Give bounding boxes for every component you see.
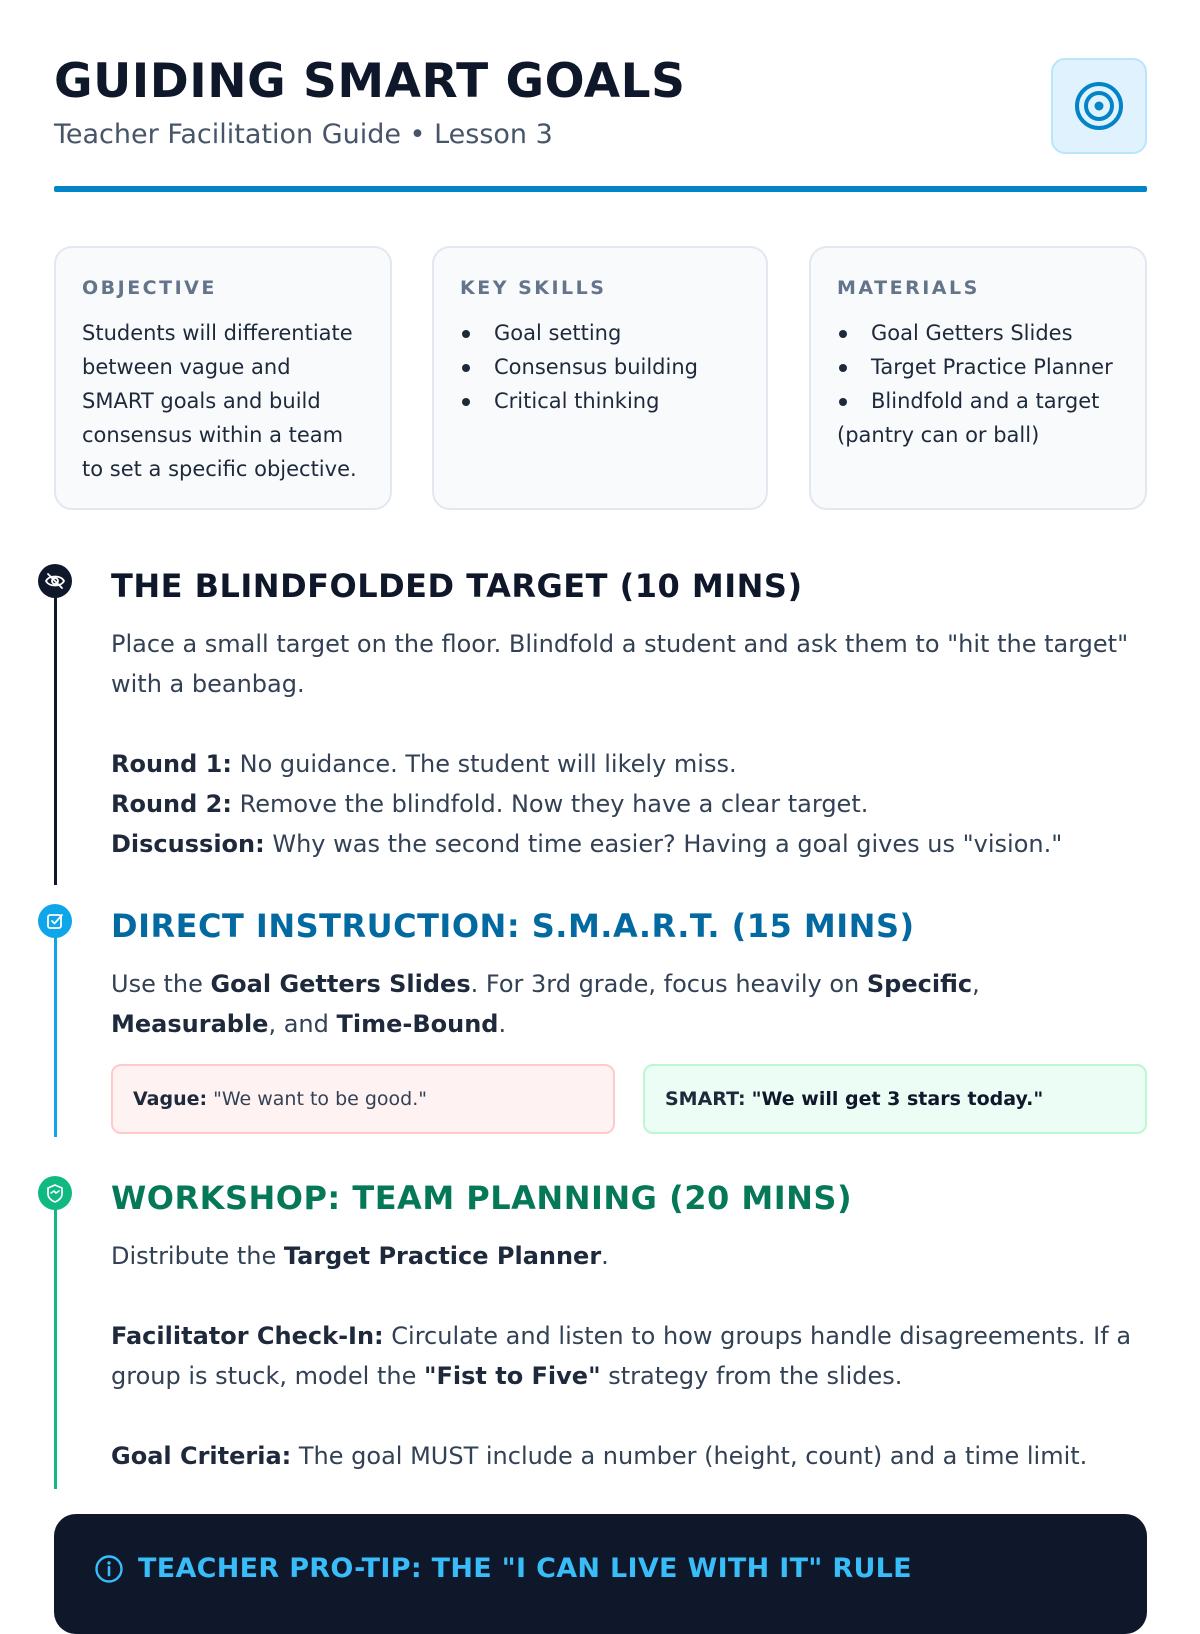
discussion-label: Discussion:	[111, 830, 265, 858]
info-cards	[54, 246, 1147, 510]
criteria-label: Goal Criteria:	[111, 1442, 292, 1470]
materials-list	[837, 316, 1119, 452]
section-intro	[111, 1236, 1147, 1276]
header-divider	[54, 186, 1147, 192]
list-item: Target Practice Planner	[837, 350, 1119, 384]
body-bold: Goal Getters Slides	[210, 970, 471, 998]
section-title: WORKSHOP: TEAM PLANNING (20 MINS)	[111, 1179, 853, 1217]
goal-comparison	[111, 1064, 1147, 1134]
objective-text: Students will differentiate between vague and SMART goals and build consensus within a team to set a specific objective.	[82, 321, 357, 481]
body-text: Use the	[111, 970, 211, 998]
objective-label: OBJECTIVE	[82, 277, 217, 299]
info-icon	[94, 1554, 124, 1584]
round-2-label: Round 2:	[111, 790, 232, 818]
list-item: Goal setting	[460, 316, 740, 350]
smart-example-box	[643, 1064, 1147, 1134]
body-text: ,	[972, 970, 980, 998]
round-1-label: Round 1:	[111, 750, 232, 778]
key-skills-label: KEY SKILLS	[460, 277, 607, 299]
handshake-icon	[44, 1182, 66, 1204]
checkbox-icon	[45, 911, 65, 931]
vague-text: "We want to be good."	[213, 1088, 428, 1110]
section-body	[111, 1236, 1147, 1476]
checkin-text: strategy from the slides.	[600, 1362, 903, 1390]
timeline-node	[38, 564, 72, 598]
body-bold: Measurable	[111, 1010, 269, 1038]
criteria-line	[111, 1436, 1147, 1476]
lesson-guide-page	[54, 0, 1147, 1584]
body-bold: Time-Bound	[336, 1010, 499, 1038]
vague-example-box	[111, 1064, 615, 1134]
timeline-node	[38, 1176, 72, 1210]
smart-label: SMART:	[665, 1088, 746, 1110]
protip-title: TEACHER PRO-TIP: THE "I CAN LIVE WITH IT" RULE	[138, 1553, 912, 1584]
body-bold: Target Practice Planner	[283, 1242, 602, 1270]
body-text: . For 3rd grade, focus heavily on	[470, 970, 867, 998]
list-item-continuation: (pantry can or ball)	[837, 423, 1040, 447]
page-title: GUIDING SMART GOALS	[54, 54, 686, 109]
round-1-text: No guidance. The student will likely miss.	[231, 750, 737, 778]
criteria-text: The goal MUST include a number (height, count) and a time limit.	[291, 1442, 1088, 1470]
body-text: .	[601, 1242, 609, 1270]
checkin-line	[111, 1316, 1147, 1396]
section-body	[111, 964, 1147, 1044]
key-skills-card	[432, 246, 768, 510]
checkin-label: Facilitator Check-In:	[111, 1322, 384, 1350]
target-icon	[1072, 79, 1126, 133]
vague-label: Vague:	[133, 1088, 208, 1110]
checkin-text: Circulate and listen to how groups handle disagreements. If a group is stuck, model the	[111, 1322, 1132, 1390]
body-bold: Specific	[866, 970, 973, 998]
round-1-line	[111, 744, 1147, 784]
list-item: Critical thinking	[460, 384, 740, 418]
eye-off-icon	[44, 570, 66, 592]
list-item: Consensus building	[460, 350, 740, 384]
timeline-rail	[54, 581, 57, 885]
materials-card	[809, 246, 1147, 510]
discussion-text: Why was the second time easier? Having a goal gives us "vision."	[264, 830, 1063, 858]
timeline-node	[38, 904, 72, 938]
timeline-rail	[54, 921, 57, 1137]
materials-label: MATERIALS	[837, 277, 980, 299]
body-text: .	[498, 1010, 507, 1038]
protip-panel	[54, 1514, 1147, 1634]
objective-card	[54, 246, 392, 510]
list-item: Goal Getters Slides	[837, 316, 1119, 350]
page-subtitle: Teacher Facilitation Guide • Lesson 3	[54, 119, 553, 150]
timeline-rail	[54, 1193, 57, 1489]
checkin-bold: "Fist to Five"	[423, 1362, 601, 1390]
list-item: Blindfold and a target	[837, 384, 1119, 418]
section-title: THE BLINDFOLDED TARGET (10 MINS)	[111, 567, 803, 605]
round-2-text: Remove the blindfold. Now they have a clear target.	[231, 790, 869, 818]
section-title: DIRECT INSTRUCTION: S.M.A.R.T. (15 MINS)	[111, 907, 915, 945]
body-text: , and	[268, 1010, 337, 1038]
discussion-line	[111, 824, 1147, 864]
body-text: Distribute the	[111, 1242, 284, 1270]
page-header	[54, 0, 1147, 192]
round-2-line	[111, 784, 1147, 824]
section-intro	[111, 964, 1147, 1044]
smart-text: "We will get 3 stars today."	[751, 1088, 1044, 1110]
protip-header	[94, 1552, 912, 1586]
section-body	[111, 624, 1147, 864]
logo-badge	[1051, 58, 1147, 154]
key-skills-list	[460, 316, 740, 418]
section-intro: Place a small target on the floor. Blindfold a student and ask them to "hit the target" with a beanbag.	[111, 630, 1129, 698]
